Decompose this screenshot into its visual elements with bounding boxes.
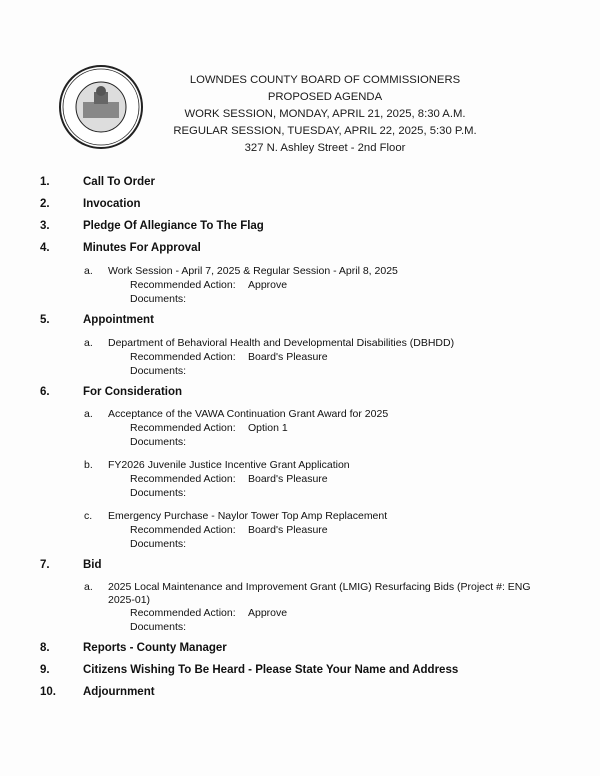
item-title: Pledge Of Allegiance To The Flag <box>83 220 264 232</box>
item-number: 2. <box>40 198 50 210</box>
sub-letter: c. <box>84 510 93 522</box>
sub-text-continued: 2025-01) <box>108 594 151 606</box>
recommended-action-label: Recommended Action: <box>130 279 236 291</box>
documents-label: Documents: <box>130 538 187 550</box>
item-title: Invocation <box>83 198 141 210</box>
item-number: 3. <box>40 220 50 232</box>
documents-label: Documents: <box>130 487 187 499</box>
documents-label: Documents: <box>130 365 187 377</box>
item-number: 6. <box>40 386 50 398</box>
sub-text: Department of Behavioral Health and Developmental Disabilities (DBHDD) <box>108 337 455 349</box>
recommended-action-label: Recommended Action: <box>130 422 236 434</box>
documents-label: Documents: <box>130 293 187 305</box>
documents-label: Documents: <box>130 621 187 633</box>
sub-letter: a. <box>84 337 93 349</box>
item-title: Bid <box>83 559 102 571</box>
county-seal-logo <box>58 64 144 150</box>
item-title: Minutes For Approval <box>83 242 201 254</box>
sub-text: Emergency Purchase - Naylor Tower Top Amp Replacement <box>108 510 388 522</box>
header-regular-session: REGULAR SESSION, TUESDAY, APRIL 22, 2025, 5:30 P.M. <box>173 125 477 137</box>
recommended-action-label: Recommended Action: <box>130 607 236 619</box>
item-number: 10. <box>40 686 56 698</box>
sub-text: Work Session - April 7, 2025 & Regular Session - April 8, 2025 <box>108 265 398 277</box>
sub-text: FY2026 Juvenile Justice Incentive Grant Application <box>108 459 350 471</box>
header-title: PROPOSED AGENDA <box>267 91 383 103</box>
recommended-action-label: Recommended Action: <box>130 351 236 363</box>
item-title: Appointment <box>83 314 154 326</box>
documents-label: Documents: <box>130 436 187 448</box>
recommended-action-value: Option 1 <box>248 422 288 434</box>
item-title: Adjournment <box>83 686 155 698</box>
recommended-action-value: Approve <box>248 607 288 619</box>
header-org: LOWNDES COUNTY BOARD OF COMMISSIONERS <box>189 74 461 86</box>
recommended-action-label: Recommended Action: <box>130 473 236 485</box>
item-number: 7. <box>40 559 50 571</box>
item-number: 9. <box>40 664 50 676</box>
item-number: 4. <box>40 242 50 254</box>
recommended-action-value: Board's Pleasure <box>248 473 328 485</box>
sub-letter: b. <box>84 459 93 471</box>
recommended-action-label: Recommended Action: <box>130 524 236 536</box>
header-work-session: WORK SESSION, MONDAY, APRIL 21, 2025, 8:30 A.M. <box>184 108 466 120</box>
item-title: Call To Order <box>83 176 155 188</box>
item-title: Citizens Wishing To Be Heard - Please State Your Name and Address <box>83 664 459 676</box>
recommended-action-value: Approve <box>248 279 288 291</box>
sub-text: 2025 Local Maintenance and Improvement Grant (LMIG) Resurfacing Bids (Project #: ENG <box>108 581 531 593</box>
sub-letter: a. <box>84 581 93 593</box>
sub-letter: a. <box>84 265 93 277</box>
item-number: 8. <box>40 642 50 654</box>
item-title: For Consideration <box>83 386 183 398</box>
recommended-action-value: Board's Pleasure <box>248 351 328 363</box>
item-number: 5. <box>40 314 50 326</box>
recommended-action-value: Board's Pleasure <box>248 524 328 536</box>
item-number: 1. <box>40 176 50 188</box>
sub-letter: a. <box>84 408 93 420</box>
sub-text: Acceptance of the VAWA Continuation Grant Award for 2025 <box>108 408 389 420</box>
header-address: 327 N. Ashley Street - 2nd Floor <box>244 142 406 154</box>
item-title: Reports - County Manager <box>83 642 227 654</box>
